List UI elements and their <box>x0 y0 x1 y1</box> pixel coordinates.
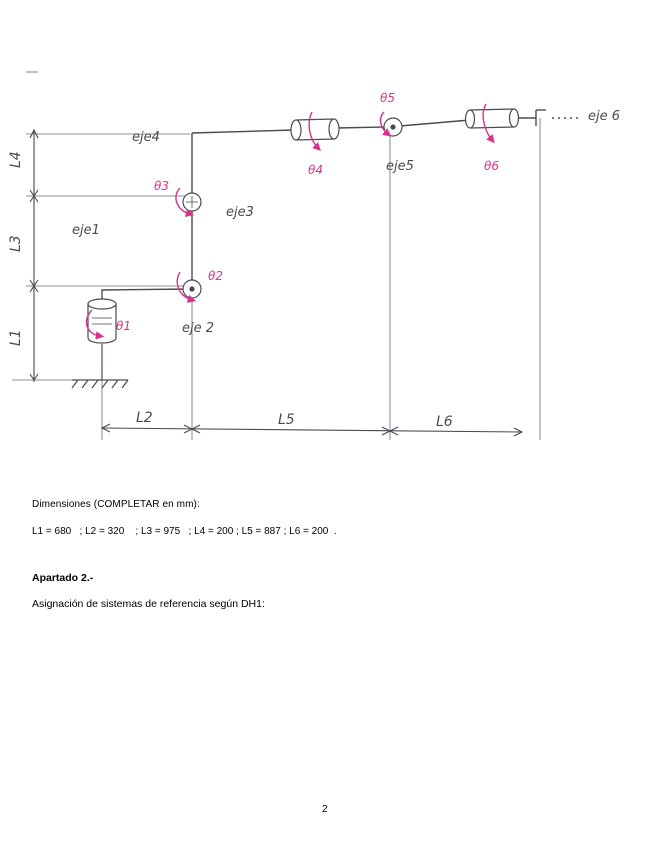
dimensions-values: L1 = 680 ; L2 = 320 ; L3 = 975 ; L4 = 200 ; L5 = 887 ; L6 = 200 . <box>32 526 337 537</box>
joint-label-eje4: eje4 <box>132 130 160 145</box>
angle-label-theta3: θ3 <box>154 179 169 193</box>
dimension-labels <box>8 151 453 430</box>
angle-label-theta6: θ6 <box>484 159 499 173</box>
joint-label-eje6: eje 6 <box>588 109 621 124</box>
angle-labels <box>116 91 499 333</box>
section-description: Asignación de sistemas de referencia según DH1: <box>32 598 265 610</box>
joint-label-eje3: eje3 <box>226 205 254 220</box>
joint-label-eje1: eje1 <box>72 223 100 238</box>
joint2-circle <box>183 280 201 298</box>
dimension-label-L1: L1 <box>8 329 24 346</box>
angle-label-theta5: θ5 <box>380 91 395 105</box>
angle-label-theta1: θ1 <box>116 319 131 333</box>
dimension-label-L3: L3 <box>8 235 24 252</box>
angle-label-theta2: θ2 <box>208 269 223 283</box>
joint4-cylinder <box>291 119 339 140</box>
joint3-circle <box>183 193 201 211</box>
joint1-cylinder <box>88 299 116 343</box>
reference-lines <box>12 72 190 380</box>
dimension-label-L4: L4 <box>8 151 24 168</box>
angle-label-theta4: θ4 <box>308 163 323 177</box>
robot-links <box>102 110 580 300</box>
joint-label-eje5: eje5 <box>386 159 414 174</box>
joint-label-eje2: eje 2 <box>182 321 215 336</box>
dimension-label-L2: L2 <box>136 410 153 426</box>
left-dimension-line <box>30 130 38 382</box>
dimension-label-L6: L6 <box>436 414 453 430</box>
joint-labels <box>72 109 620 336</box>
bottom-dimension-line <box>102 424 522 436</box>
robot-base <box>72 344 128 388</box>
page-number: 2 <box>322 804 328 815</box>
joint6-cylinder <box>466 109 519 128</box>
dimension-label-L5: L5 <box>278 412 295 428</box>
section-title: Apartado 2.- <box>32 572 94 584</box>
dimensions-title: Dimensiones (COMPLETAR en mm): <box>32 499 200 510</box>
